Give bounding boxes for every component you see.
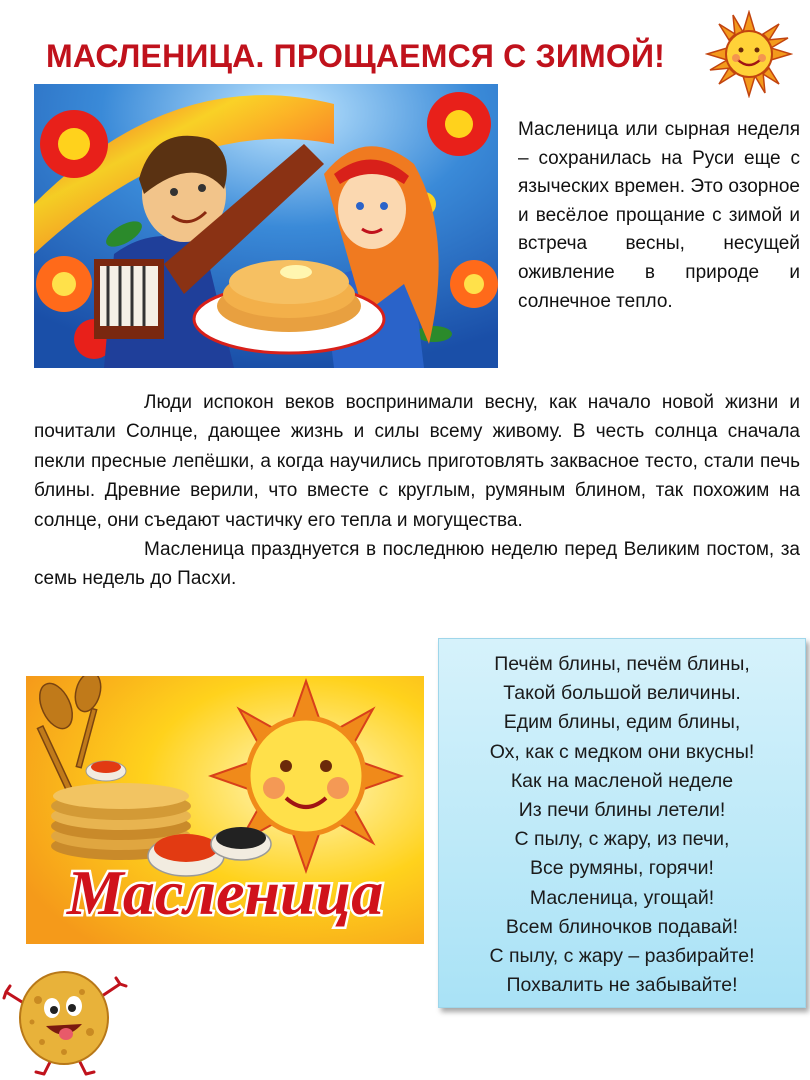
poem-line: Масленица, угощай! [529,886,715,909]
poem-line: Похвалить не забывайте! [506,974,738,997]
maslenitsa-banner-illustration [26,676,424,944]
paragraph: Люди испокон веков воспринимали весну, как начало новой жизни и почитали Солнце, дающее жизнь и силы всему живому. В честь солнца сначала пекли пресные лепёшки, а когда научились приготовлять заквасное тесто, стали печь блины. Древние верили, что вместе с круглым, румяным блином, так похожим на солнце, они съедают частичку его тепла и могущества. [34,392,800,531]
page-title: МАСЛЕНИЦА. ПРОЩАЕМСЯ С ЗИМОЙ! [46,38,666,74]
poem-line: Из печи блины летели! [518,799,726,822]
poem-line: Всем блиночков подавай! [505,915,739,938]
poem-line: С пылу, с жару, из печи, [514,828,730,851]
banner-word: Масленица [66,857,384,928]
poem-line: Как на масленой неделе [510,769,734,792]
poem-line: С пылу, с жару – разбирайте! [489,945,755,968]
paragraph: Масленица празднуется в последнюю неделю перед Великим постом, за семь недель до Пасхи. [34,539,800,590]
poem-line: Ох, как с медком они вкусны! [489,740,755,763]
poem-box [438,638,806,1008]
pancake-character-icon [2,962,130,1077]
maslenitsa-couple-illustration [34,84,498,368]
intro-text: Масленица или сырная неделя – сохранилась на Руси еще с языческих времен. Это озорное и весёлое прощание с зимой и встреча весны, несущей оживление в природе и солнечное тепло. [518,119,800,312]
article-body [34,388,800,594]
poem-line: Все румяны, горячи! [530,857,714,880]
poem-line: Печём блины, печём блины, [494,653,750,675]
poem-line: Едим блины, едим блины, [503,711,741,734]
poem-line: Такой большой величины. [503,682,741,705]
